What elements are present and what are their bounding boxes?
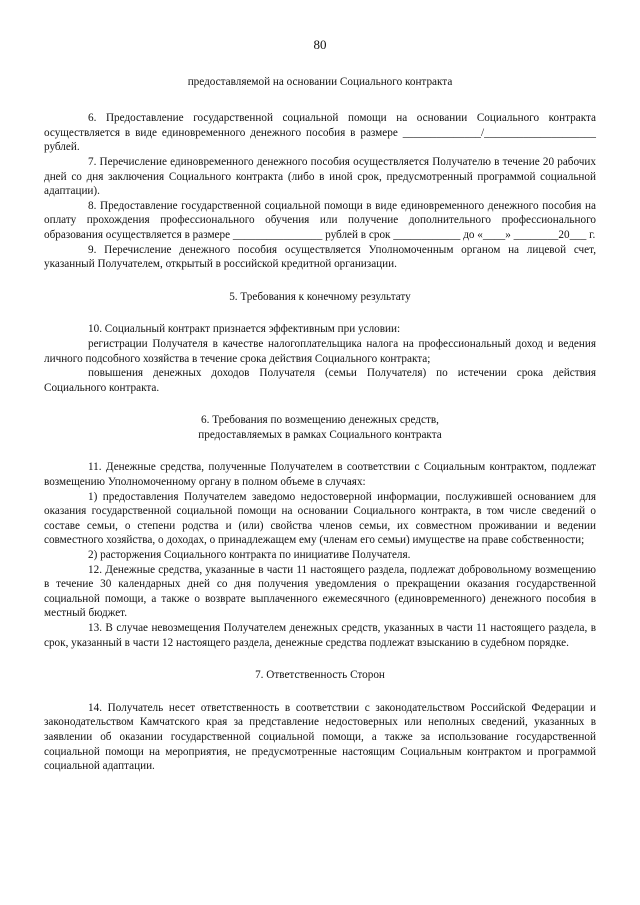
paragraph-11-item-2: 2) расторжения Социального контракта по инициативе Получателя. <box>88 549 411 562</box>
paragraph-11-item-1: 1) предоставления Получателем заведомо недостоверной информации, послужившей основанием для оказания государственной социальной помощи на основании Социального контракта, в том числе сведений о составе семьи, о степени родства и (или) свойства членов семьи, их совместном проживании и ведении совместного хозяйства, о доходах, о принадлежащем ему (членам его семьи) имуществе на праве собственности; <box>44 490 596 547</box>
paragraph-9: 9. Перечисление денежного пособия осуществляется Уполномоченным органом на лицевой счет, указанный Получателем, открытый в российской кредитной организации. <box>44 243 596 271</box>
paragraph-10: 10. Социальный контракт признается эффективным при условии: <box>88 323 401 336</box>
paragraph-14: 14. Получатель несет ответственность в соответствии с законодательством Российской Федерации и законодательством Камчатского края за представление недостоверных или неполных сведений, указанных в заявлении об оказании государственной социальной помощи, а также за использование государственной социальной помощи на мероприятия, не предусмотренные настоящим Социальным контрактом и программой социальной адаптации. <box>44 701 596 773</box>
paragraph-10-condition-b: повышения денежных доходов Получателя (семьи Получателя) по истечении срока действия Социального контракта. <box>44 367 596 394</box>
section-5-heading: 5. Требования к конечному результату <box>229 290 411 303</box>
paragraph-6: 6. Предоставление государственной социальной помощи на основании Социального контракта осуществляется в виде единовременного денежного пособия в размере ______________/____________________ рублей. <box>44 112 596 154</box>
section-6-heading-line-1: 6. Требования по возмещению денежных средств, <box>201 414 439 427</box>
paragraph-7: 7. Перечисление единовременного денежного пособия осуществляется Получателю в течение 20 рабочих дней со дня заключения Социального контракта (либо в иной срок, предусмотренный программой социальной адаптации). <box>44 155 596 198</box>
page-number: 80 <box>313 37 327 52</box>
paragraph-8: 8. Предоставление государственной социальной помощи в виде единовременного денежного пособия на оплату прохождения профессионального обучения или получение дополнительного профессионального образования осуществляется в размере ________________ рублей в срок ____________ до «____» ________20___ г. <box>44 199 596 241</box>
paragraph-11: 11. Денежные средства, полученные Получателем в соответствии с Социальным контрактом, подлежат возмещению Уполномоченному органу в полном объеме в случаях: <box>44 461 596 489</box>
section-7-heading: 7. Ответственность Сторон <box>255 669 385 682</box>
paragraph-13: 13. В случае невозмещения Получателем денежных средств, указанных в части 11 настоящего раздела, в срок, указанный в части 12 настоящего раздела, денежные средства подлежат взысканию в судебном порядке. <box>44 622 596 649</box>
paragraph-12: 12. Денежные средства, указанные в части 11 настоящего раздела, подлежат добровольному возмещению в течение 30 календарных дней со дня получения уведомления о прекращении оказания государственной социальной помощи, а также о возврате выплаченного ежемесячного (единовременного) денежного пособия в местный бюджет. <box>44 563 596 620</box>
paragraph-10-condition-a: регистрации Получателя в качестве налогоплательщика налога на профессиональный доход и ведения личного подсобного хозяйства в течение срока действия Социального контракта; <box>44 337 596 365</box>
top-line: предоставляемой на основании Социального контракта <box>187 75 453 88</box>
section-6-heading-line-2: предоставляемых в рамках Социального контракта <box>198 428 442 441</box>
